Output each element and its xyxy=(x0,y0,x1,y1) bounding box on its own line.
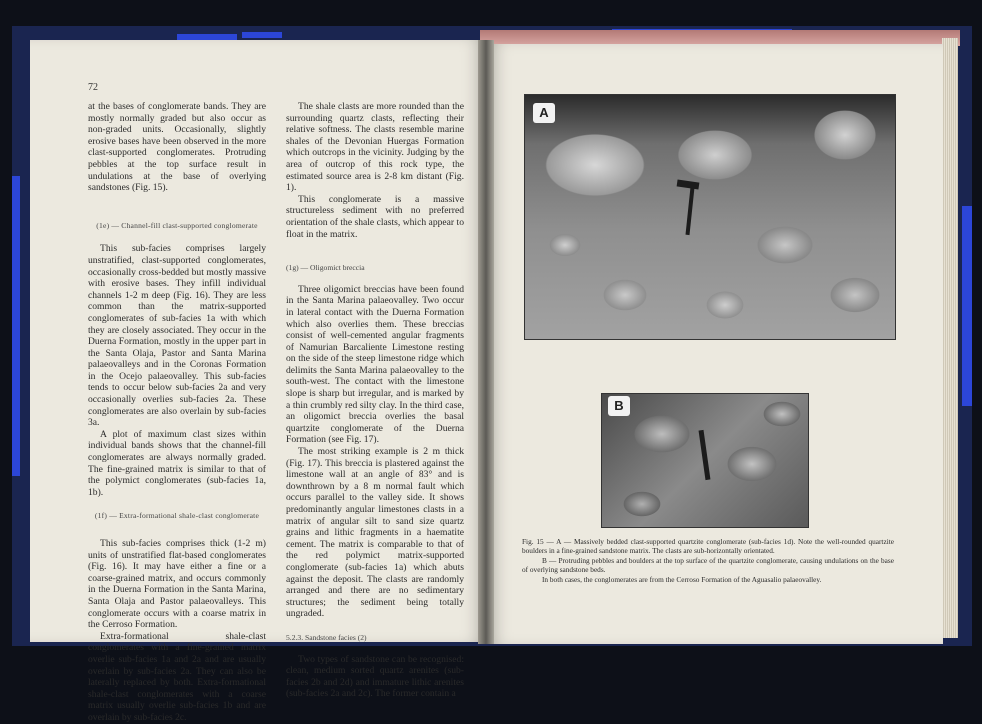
paragraph: This sub-facies comprises largely unstratified, clast-supported conglomerates, occasionally cross-bedded but mostly massive with erosive bases. They infill individual channels 1-2 m deep (Fig. 16). They are less common than the matrix-supported conglomerates of sub-facies 1a with which they are closely associated. They occur in the Duerna Formation, mostly in the upper part in the Santa Olaja, Pastor and Santa Marina palaeovalleys and in the Coronas Formation in the Ocejo palaeovalley. This sub-facies tends to occur below sub-facies 2a and very occasionally overlies sub-facies 2a. These conglomerates are also overlain by sub-facies 3a. xyxy=(88,243,266,429)
figure-photo-a xyxy=(524,94,896,340)
book-gutter xyxy=(478,40,494,644)
right-column xyxy=(286,101,464,700)
caption-line: B — Protruding pebbles and boulders at the top surface of the quartzite conglomerate, causing undulations on the base of overlying sandstone beds. xyxy=(522,555,894,575)
caption-line: In both cases, the conglomerates are from the Cerroso Formation of the Aguasalio palaeovalley. xyxy=(542,574,822,584)
cover-pattern xyxy=(12,176,20,476)
figure-photo-b xyxy=(601,393,809,528)
section-heading: (1f) — Extra-formational shale-clast conglomerate xyxy=(94,511,260,521)
hammer xyxy=(686,187,695,235)
page-number: 72 xyxy=(88,82,98,93)
photo-label-a: A xyxy=(533,103,555,123)
paragraph: Two types of sandstone can be recognised: clean, medium sorted quartz arenites (sub-facies 2b and 2d) and immature lithic arenites (sub-facies 2a and 2c). The former contain a xyxy=(286,653,464,700)
section-heading: (1e) — Channel-fill clast-supported conglomerate xyxy=(96,220,258,230)
cover-pattern xyxy=(242,32,282,38)
hammer-head xyxy=(677,180,700,190)
hammer xyxy=(699,430,711,480)
paragraph: This conglomerate is a massive structureless sediment with no preferred orientation of the shale clasts, which appear to float in the matrix. xyxy=(286,193,464,240)
left-column xyxy=(88,101,266,724)
paragraph: at the bases of conglomerate bands. They are mostly normally graded but also occur as non-graded units. Occasionally, slightly erosive bases have been observed in the more clast-supported conglomerates. Protruding pebbles at the top surface result in undulations at the base of overlying sandstones (Fig. 15). xyxy=(88,101,266,194)
paragraph: The shale clasts are more rounded than the surrounding quartz clasts, reflecting their relative softness. The clasts resemble marine shales of the Devonian Huergas Formation which outcrops in the vicinity. Judging by the area of outcrop of this rock type, the estimated source area is 2-8 km distant (Fig. 1). xyxy=(286,101,464,194)
paragraph: A plot of maximum clast sizes within individual bands shows that the channel-fill conglomerates are always normally graded. The fine-grained matrix is similar to that of the polymict conglomerates (sub-facies 1a, 1b). xyxy=(88,428,266,498)
page-edge-right xyxy=(942,38,958,638)
paragraph: Three oligomict breccias have been found in the Santa Marina palaeovalley. Two occur in lateral contact with the Duerna Formation which also overlies them. These breccias consist of well-cemented angular fragments of Namurian Barcaliente Limestone resting on the side of the steep limestone ridge which delimits the Santa Marina palaeovalley to the south-west. The contact with the limestone slope is sharp but irregular, and is marked by a thin crumbly red silty clay. In the third case, an oligomict breccia overlies the basal quartzite conglomerate of the Duerna Formation (see Fig. 17). xyxy=(286,283,464,446)
cover-pattern xyxy=(962,206,972,406)
figure-caption xyxy=(522,537,894,584)
section-heading: 5.2.3. Sandstone facies (2) xyxy=(286,632,367,642)
caption-line: Fig. 15 — A — Massively bedded clast-supported quartzite conglomerate (sub-facies 1d). Note the well-rounded quartzite boulders in a fine-grained sandstone matrix. The clasts are sub-horizontally orientated. xyxy=(522,537,894,556)
photo-label-b: B xyxy=(608,396,630,416)
paragraph: This sub-facies comprises thick (1-2 m) units of unstratified flat-based conglomerates (Fig. 16). It may have either a fine or a coarse-grained matrix, and occurs commonly in the Duerna Formation in the Santa Marina, Santa Olaja and Pastor palaeovalleys. This conglomerate occurs with a coarse matrix in the Cerroso Formation. xyxy=(88,538,266,631)
paragraph: Extra-formational shale-clast conglomerates with a fine-grained matrix overlie sub-facies 1a and 2a and are usually overlain by sub-facies 2a. They can also be laterally replaced by both. Extra-formational shale-clast conglomerates with a coarse matrix usually overlie sub-facies 1b and are overlain by sub-facies 2c. xyxy=(88,630,266,723)
paragraph: The most striking example is 2 m thick (Fig. 17). This breccia is plastered against the limestone wall at an angle of 83° and is downthrown by a 8 m normal fault which occurs parallel to the valley side. It shows predominantly angular limestones clasts in a matrix of angular silt to sand size quartz grains and lithic fragments in a haematite cement. The matrix is comparable to that of the red polymict matrix-supported conglomerate (sub-facies 1a) which abuts against the deposit. The clasts are randomly arranged and there are no sedimentary structures; the sediment being totally ungraded. xyxy=(286,446,464,620)
section-heading: (1g) — Oligomict breccia xyxy=(286,263,365,273)
